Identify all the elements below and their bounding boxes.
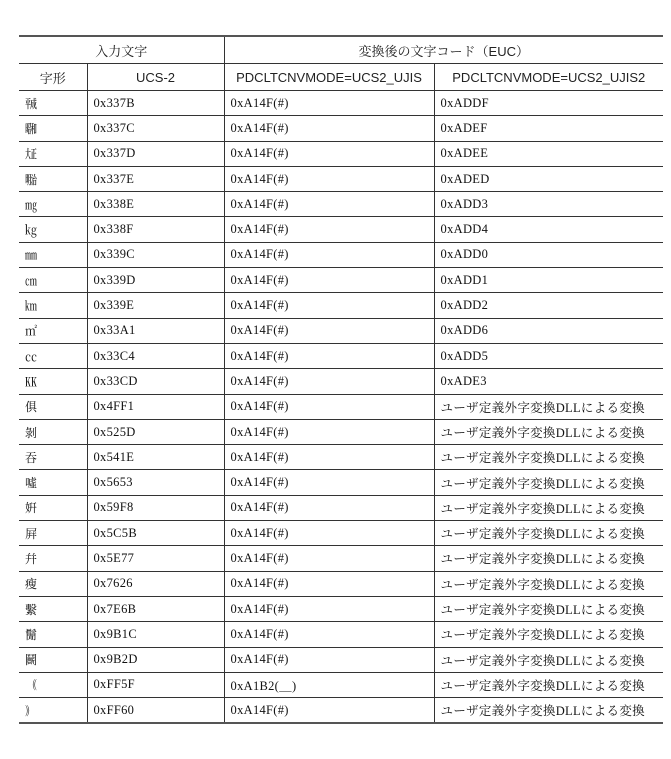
table-row: [19, 268, 663, 293]
glyph-cell: 幷: [19, 546, 87, 571]
glyph-cell: 剝: [19, 419, 87, 444]
ujis-code-cell: 0xA1B2(＿): [224, 672, 434, 697]
glyph-cell: ｠: [19, 698, 87, 724]
header-glyph: 字形: [19, 64, 87, 91]
table-row: [19, 91, 663, 116]
ujis2-code-cell: ユーザ定義外字変換DLLによる変換: [434, 445, 663, 470]
ucs2-code-cell: 0x7626: [87, 571, 224, 596]
header-mode-ujis: PDCLTCNVMODE=UCS2_UJIS: [224, 64, 434, 91]
glyph-cell: 噓: [19, 470, 87, 495]
glyph-cell: ㎏: [19, 217, 87, 242]
glyph-cell: 鬭: [19, 647, 87, 672]
ujis2-code-cell: ユーザ定義外字変換DLLによる変換: [434, 394, 663, 419]
glyph-cell: ㏍: [19, 369, 87, 394]
ujis2-code-cell: ユーザ定義外字変換DLLによる変換: [434, 672, 663, 697]
character-conversion-table: [19, 35, 663, 724]
ujis2-code-cell: 0xADD2: [434, 293, 663, 318]
table-row: [19, 470, 663, 495]
ujis-code-cell: 0xA14F(#): [224, 91, 434, 116]
ujis2-code-cell: ユーザ定義外字変換DLLによる変換: [434, 622, 663, 647]
ujis-code-cell: 0xA14F(#): [224, 419, 434, 444]
ujis2-code-cell: ユーザ定義外字変換DLLによる変換: [434, 495, 663, 520]
ujis2-code-cell: 0xADED: [434, 166, 663, 191]
ujis-code-cell: 0xA14F(#): [224, 268, 434, 293]
ucs2-code-cell: 0x33C4: [87, 343, 224, 368]
ujis-code-cell: 0xA14F(#): [224, 217, 434, 242]
ujis-code-cell: 0xA14F(#): [224, 293, 434, 318]
header-row-columns: [19, 64, 663, 91]
ujis2-code-cell: 0xADD0: [434, 242, 663, 267]
glyph-cell: ㍻: [19, 91, 87, 116]
glyph-cell: ㎎: [19, 192, 87, 217]
ucs2-code-cell: 0x33A1: [87, 318, 224, 343]
ucs2-code-cell: 0x338F: [87, 217, 224, 242]
ucs2-code-cell: 0x339C: [87, 242, 224, 267]
table-row: [19, 217, 663, 242]
glyph-cell: ㎜: [19, 242, 87, 267]
table-row: [19, 394, 663, 419]
ucs2-code-cell: 0x59F8: [87, 495, 224, 520]
table-row: [19, 343, 663, 368]
ujis-code-cell: 0xA14F(#): [224, 495, 434, 520]
table-row: [19, 571, 663, 596]
glyph-cell: 鬜: [19, 622, 87, 647]
ucs2-code-cell: 0x525D: [87, 419, 224, 444]
ujis-code-cell: 0xA14F(#): [224, 470, 434, 495]
glyph-cell: ㍼: [19, 116, 87, 141]
ucs2-code-cell: 0x9B2D: [87, 647, 224, 672]
table-row: [19, 672, 663, 697]
ujis-code-cell: 0xA14F(#): [224, 166, 434, 191]
ucs2-code-cell: 0x339D: [87, 268, 224, 293]
glyph-cell: 吞: [19, 445, 87, 470]
ujis2-code-cell: 0xADD4: [434, 217, 663, 242]
ujis2-code-cell: 0xADDF: [434, 91, 663, 116]
table-row: [19, 419, 663, 444]
table-row: [19, 495, 663, 520]
ujis-code-cell: 0xA14F(#): [224, 571, 434, 596]
ujis2-code-cell: ユーザ定義外字変換DLLによる変換: [434, 419, 663, 444]
table-row: [19, 141, 663, 166]
ujis-code-cell: 0xA14F(#): [224, 445, 434, 470]
ucs2-code-cell: 0x337D: [87, 141, 224, 166]
glyph-cell: 俱: [19, 394, 87, 419]
ujis-code-cell: 0xA14F(#): [224, 698, 434, 724]
glyph-cell: ㏄: [19, 343, 87, 368]
glyph-cell: 瘦: [19, 571, 87, 596]
glyph-cell: ㍽: [19, 141, 87, 166]
ucs2-code-cell: 0x338E: [87, 192, 224, 217]
glyph-cell: ㍾: [19, 166, 87, 191]
ujis-code-cell: 0xA14F(#): [224, 116, 434, 141]
table-row: [19, 242, 663, 267]
ujis2-code-cell: ユーザ定義外字変換DLLによる変換: [434, 470, 663, 495]
header-row-groups: [19, 36, 663, 64]
ujis-code-cell: 0xA14F(#): [224, 596, 434, 621]
ujis-code-cell: 0xA14F(#): [224, 141, 434, 166]
ucs2-code-cell: 0x33CD: [87, 369, 224, 394]
ucs2-code-cell: 0x5E77: [87, 546, 224, 571]
ujis2-code-cell: 0xADD3: [434, 192, 663, 217]
table-row: [19, 622, 663, 647]
glyph-cell: ｟: [19, 672, 87, 697]
glyph-cell: 姸: [19, 495, 87, 520]
header-ucs2: UCS-2: [87, 64, 224, 91]
ujis2-code-cell: 0xADE3: [434, 369, 663, 394]
glyph-cell: 屛: [19, 521, 87, 546]
table-row: [19, 546, 663, 571]
ucs2-code-cell: 0x5C5B: [87, 521, 224, 546]
ujis-code-cell: 0xA14F(#): [224, 318, 434, 343]
ujis2-code-cell: 0xADD5: [434, 343, 663, 368]
table-row: [19, 698, 663, 724]
ujis2-code-cell: ユーザ定義外字変換DLLによる変換: [434, 546, 663, 571]
header-converted-code-euc: 変換後の文字コード（EUC）: [224, 36, 663, 64]
ujis2-code-cell: ユーザ定義外字変換DLLによる変換: [434, 521, 663, 546]
glyph-cell: ㎡: [19, 318, 87, 343]
ucs2-code-cell: 0x5653: [87, 470, 224, 495]
table-row: [19, 647, 663, 672]
table-row: [19, 192, 663, 217]
ujis-code-cell: 0xA14F(#): [224, 622, 434, 647]
ujis2-code-cell: ユーザ定義外字変換DLLによる変換: [434, 596, 663, 621]
table-row: [19, 318, 663, 343]
ucs2-code-cell: 0x337E: [87, 166, 224, 191]
ucs2-code-cell: 0x7E6B: [87, 596, 224, 621]
ujis-code-cell: 0xA14F(#): [224, 192, 434, 217]
table-row: [19, 445, 663, 470]
ucs2-code-cell: 0x337B: [87, 91, 224, 116]
ujis2-code-cell: ユーザ定義外字変換DLLによる変換: [434, 698, 663, 724]
header-mode-ujis2: PDCLTCNVMODE=UCS2_UJIS2: [434, 64, 663, 91]
table-row: [19, 293, 663, 318]
glyph-cell: ㎝: [19, 268, 87, 293]
table-row: [19, 369, 663, 394]
ujis2-code-cell: ユーザ定義外字変換DLLによる変換: [434, 647, 663, 672]
ujis2-code-cell: 0xADEE: [434, 141, 663, 166]
ucs2-code-cell: 0x4FF1: [87, 394, 224, 419]
ujis2-code-cell: 0xADD6: [434, 318, 663, 343]
table-row: [19, 521, 663, 546]
table-row: [19, 116, 663, 141]
ucs2-code-cell: 0x9B1C: [87, 622, 224, 647]
header-input-characters: 入力文字: [19, 36, 224, 64]
table-row: [19, 596, 663, 621]
table-body: [19, 91, 663, 724]
ujis-code-cell: 0xA14F(#): [224, 394, 434, 419]
glyph-cell: ㎞: [19, 293, 87, 318]
ujis2-code-cell: 0xADD1: [434, 268, 663, 293]
ucs2-code-cell: 0x339E: [87, 293, 224, 318]
ujis-code-cell: 0xA14F(#): [224, 369, 434, 394]
ujis2-code-cell: ユーザ定義外字変換DLLによる変換: [434, 571, 663, 596]
ujis-code-cell: 0xA14F(#): [224, 521, 434, 546]
glyph-cell: 繫: [19, 596, 87, 621]
ujis-code-cell: 0xA14F(#): [224, 647, 434, 672]
ucs2-code-cell: 0xFF5F: [87, 672, 224, 697]
ucs2-code-cell: 0x337C: [87, 116, 224, 141]
ujis-code-cell: 0xA14F(#): [224, 546, 434, 571]
ujis-code-cell: 0xA14F(#): [224, 242, 434, 267]
table-row: [19, 166, 663, 191]
ujis2-code-cell: 0xADEF: [434, 116, 663, 141]
ujis-code-cell: 0xA14F(#): [224, 343, 434, 368]
ucs2-code-cell: 0x541E: [87, 445, 224, 470]
ucs2-code-cell: 0xFF60: [87, 698, 224, 724]
